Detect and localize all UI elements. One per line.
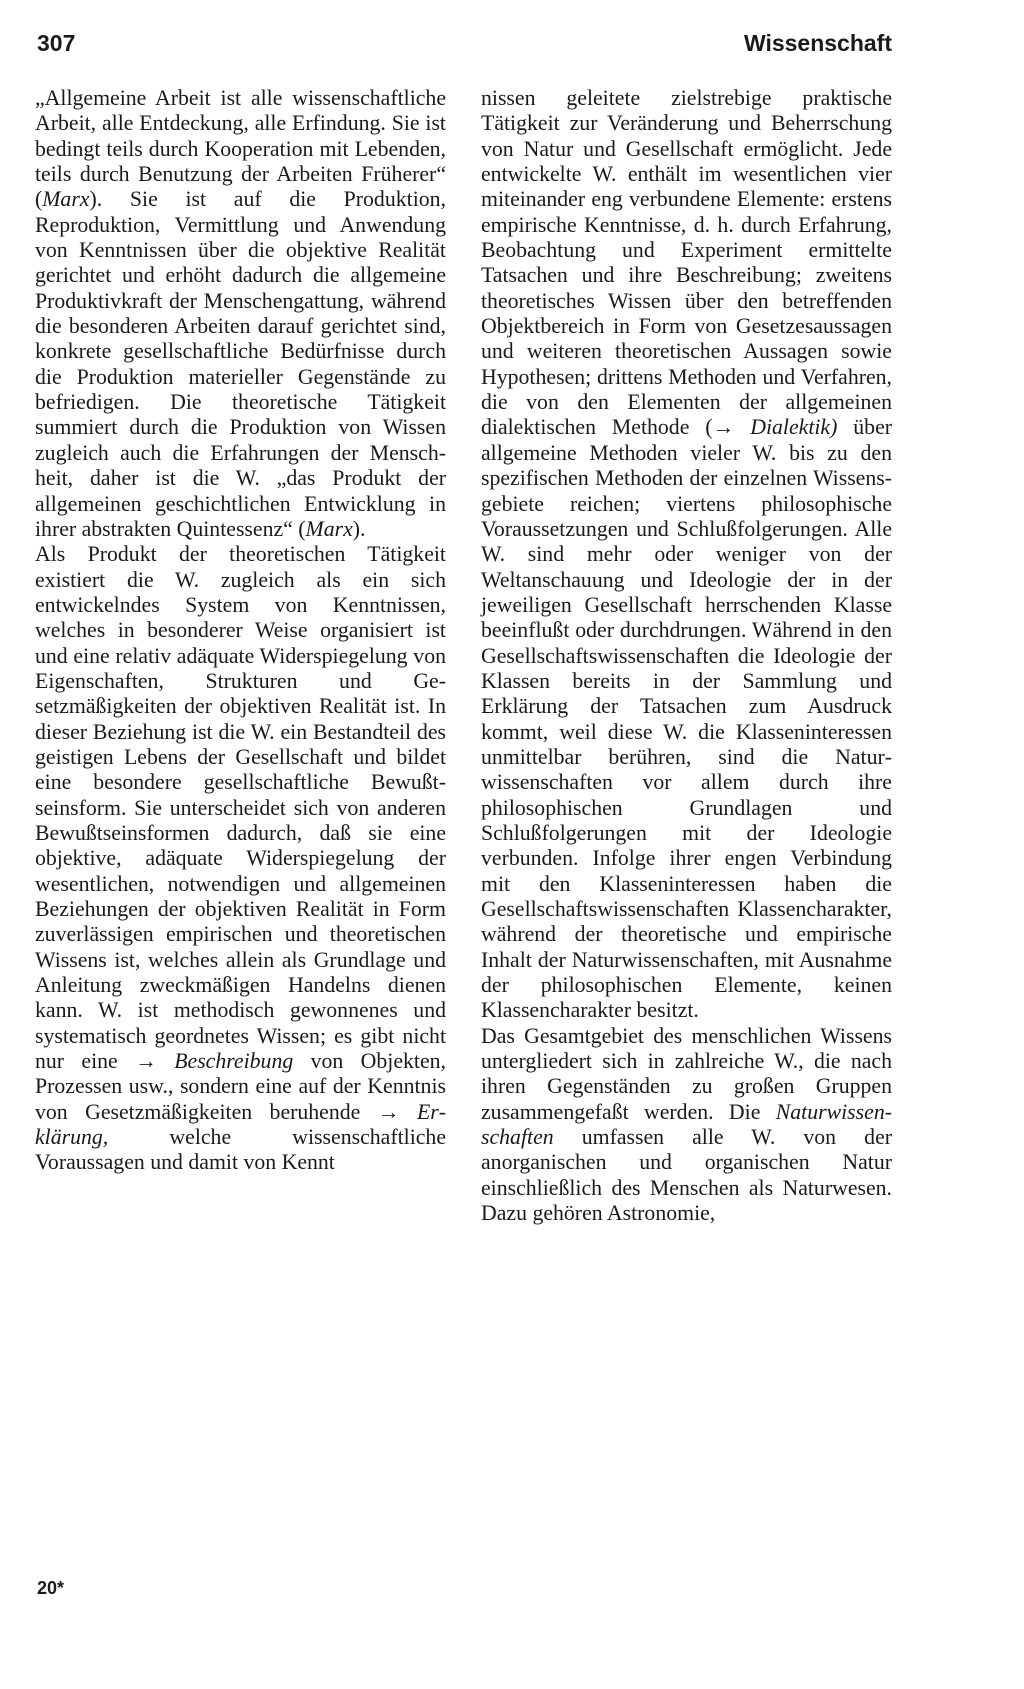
left-column [35,86,446,1176]
paragraph: Als Produkt der theoretischen Tätigkeit existiert die W. zugleich als ein sich entwickelndes System von Kenntnissen, welches in besonderer Weise organisiert ist und eine relativ adäquate Widerspiegelung von Eigenschaften, Strukturen und Gesetzmäßigkeiten der objektiven Realität ist. In dieser Beziehung ist die W. ein Bestandteil des geistigen Lebens der Gesellschaft und bildet eine besondere gesellschaftliche Bewußtseinsform. Sie unterscheidet sich von anderen Bewußtseinsformen dadurch, daß sie eine objektive, adäquate Widerspiegelung der wesentlichen, notwendigen und allgemeinen Beziehungen der objektiven Realität in Form zuverlässigen empirischen und theoretischen Wissens ist, welches allein als Grundlage und Anleitung zweckmäßigen Handelns dienen kann. W. ist methodisch gewonnenes und systematisch geordnetes Wissen; es gibt nicht nur eine → Beschreibung von Objekten, Prozessen usw., sondern eine auf der Kenntnis von Gesetzmäßigkeiten beruhende → Erklärung, welche wissenschaftliche Voraussagen und damit von Kennt [35,542,447,1175]
page-number: 307 [37,30,76,56]
cross-reference: → Beschreibung [135,1049,294,1074]
right-column [481,86,892,1226]
paragraph: Das Gesamtgebiet des menschlichen Wissens untergliedert sich in zahlreiche W., die nach ihren Gegenständen zu großen Gruppen zusammengefaßt werden. Die Naturwissenschaften umfassen alle W. von der anorganischen und organischen Natur einschließlich des Menschen als Naturwesen. Dazu gehören Astronomie, [481,1023,892,1226]
signature-mark: 20* [37,1578,65,1598]
paragraph: „Allgemeine Arbeit ist alle wissenschaftliche Arbeit, alle Entdeckung, alle Erfindung. Sie ist bedingt teils durch Kooperation mit Lebenden, teils durch Benutzung der Arbeiten Früherer“ (Marx). Sie ist auf die Produktion, Reproduktion, Vermittlung und Anwendung von Kenntnissen über die objektive Realität gerichtet und erhöht dadurch die allgemeine Produktivkraft der Menschengattung, während die besonderen Arbeiten darauf gerichtet sind, konkrete gesellschaftliche Bedürfnisse durch die Produktion materieller Gegenstände zu befriedigen. Die theoretische Tätigkeit summiert durch die Produktion von Wissen zugleich auch die Erfahrungen der Menschheit, daher ist die W. „das Produkt der allgemeinen geschichtlichen Entwicklung in ihrer abstrakten Quintessenz“ (Marx). [35,86,446,541]
running-head: Wissenschaft [743,30,892,56]
cross-reference: → Erklärung, [35,1099,447,1150]
citation-author: Marx [42,187,90,212]
emphasized-term: Naturwissenschaften [481,1099,892,1150]
cross-reference: → Dialektik) [712,415,838,440]
citation-author: Marx [305,516,353,541]
paragraph: nissen geleitete zielstrebige praktische Tätigkeit zur Veränderung und Beherrschung von Natur und Gesellschaft ermöglicht. Jede entwickelte W. enthält im wesentlichen vier miteinander eng verbundene Elemente: erstens empirische Kenntnisse, d. h. durch Erfahrung, Beobachtung und Experiment ermittelte Tatsachen und ihre Beschreibung; zweitens theoretisches Wissen über den betreffenden Objektbereich in Form von Gesetzesaussagen und weiteren theoretischen Aussagen sowie Hypothesen; drittens Methoden und Verfahren, die von den Elementen der allgemeinen dialektischen Methode (→ Dialektik) über allgemeine Methoden vieler W. bis zu den spezifischen Methoden der einzelnen Wissensgebiete reichen; viertens philosophische Voraussetzungen und Schlußfolgerungen. Alle W. sind mehr oder weniger von der Weltanschauung und Ideologie der in der jeweiligen Gesellschaft herrschenden Klasse beeinflußt oder durchdrungen. Während in den Gesellschaftswissenschaften die Ideologie der Klassen bereits in der Sammlung und Erklärung der Tatsachen zum Ausdruck kommt, weil diese W. die Klasseninteressen unmittelbar berühren, sind die Naturwissenschaften vor allem durch ihre philosophischen Grundlagen und Schlußfolgerungen mit der Ideologie verbunden. Infolge ihrer engen Verbindung mit den Klasseninteressen haben die Gesellschaftswissenschaften Klassencharakter, während der theoretische und empirische Inhalt der Naturwissenschaften, mit Ausnahme der philosophischen Elemente, keinen Klassencharakter besitzt. [481,86,892,1023]
